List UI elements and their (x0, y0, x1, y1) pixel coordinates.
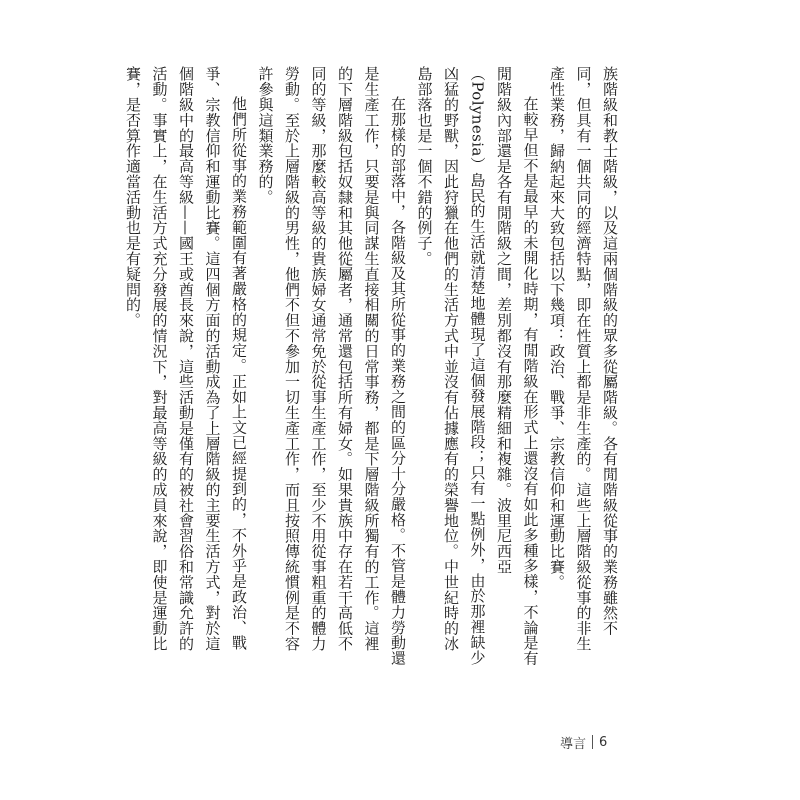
vertical-text-block (124, 66, 623, 666)
paragraph-4: 他們所從事的業務範圍有著嚴格的規定。正如上文已經提到的，不外乎是政治、戰爭、宗教信仰和運動比賽。這四個方面的活動成為了上層階級的主要生活方式，對於這個階級中的最高等級——國王或酋長來說，這些活動是僅有的被社會習俗和常識允許的活動。事實上，在生活方式充分發展的情況下，對最高等級的成員來說，即使是運動比賽，是否算作適當活動也是有疑問的。 (124, 66, 248, 652)
paragraph-3: 在那樣的部落中，各階級及其所從事的業務之間的區分十分嚴格。不管是體力勞動還是生產工作，只要是與同謀生直接相關的日常事務，都是下層階級所獨有的工作。這裡的下層階級包括奴隸和其他從屬者，通常還包括所有婦女。如果貴族中存在若干高低不同的等級，那麼較高等級的貴族婦女通常免於從事生產工作，至少不用從事粗重的體力勞動。至於上層階級的男性，他們不但不參加一切生產工作，而且按照傳統慣例是不容許參與這類業務的。 (256, 66, 407, 666)
paragraph-2: 在較早但不是最早的未開化時期，有閒階級在形式上還沒有如此多種多樣，不論是有閒階級內部還是各有閒階級之間，差別都沒有那麼精細和複雜。波里尼西亞（Polynesia）島民的生活就清楚地體現了這個發展階段；只有一點例外，由於那裡缺少凶猛的野獸，因此狩獵在他們的生活方式中並沒有佔據應有的榮譽地位。中世紀時的冰島部落也是一個不錯的例子。 (415, 66, 540, 666)
section-title: 導言 (560, 736, 587, 752)
paragraph-1: 族階級和教士階級，以及這兩個階級的眾多從屬階級。各有閒階級從事的業務雖然不同，但具有一個共同的經濟特點，即在性質上都是非生產的。這些上層階級從事的非生產性業務，歸納起來大致包括以下幾項：政治、戰爭、宗教信仰和運動比賽。 (548, 66, 619, 652)
page-number: 6 (599, 734, 608, 750)
footer-divider (592, 735, 593, 749)
page-footer (560, 733, 607, 751)
